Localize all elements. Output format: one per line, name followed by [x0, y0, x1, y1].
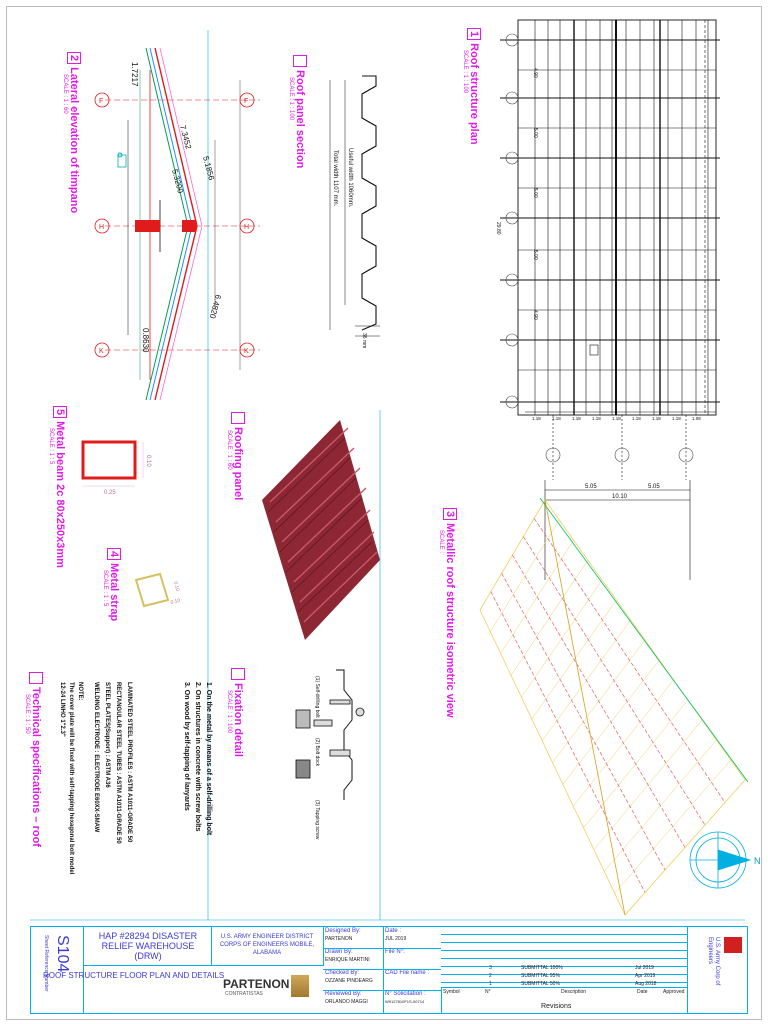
drawn-by-label: Drawn By: — [325, 949, 353, 955]
plan-bay-dim: 1.18 — [552, 416, 561, 421]
metal-strap — [136, 574, 168, 606]
designed-by-label: Designed By: — [325, 928, 361, 934]
sheet-number: S104 — [54, 935, 71, 973]
company-subtitle: CONTRATISTAS — [225, 991, 263, 997]
roof-plan-drawing — [500, 20, 720, 580]
date-label: Date : — [385, 928, 402, 934]
fixation-step-3: 3. On wood by self-tapping of lanyards — [183, 682, 190, 811]
plan-bay-dim: 1.18 — [572, 416, 581, 421]
panel-total-width: Total width 1107 mm. — [332, 150, 338, 207]
north-arrow — [690, 832, 750, 888]
plan-side-dim: 5.00 — [532, 128, 538, 138]
project-cell — [83, 927, 212, 966]
plan-bay-dim: 1.18 — [632, 416, 641, 421]
signatures-grid — [323, 927, 442, 1013]
revision-date: Apr 2019 — [635, 973, 656, 979]
section-scale-2: SCALE : 1 : 60 — [62, 74, 68, 114]
panel-section-title — [294, 55, 419, 169]
section-scale-3: SCALE : — [438, 530, 444, 554]
sheet-number-cell — [31, 927, 84, 1013]
company-logo-mark — [291, 975, 309, 997]
revision-row — [441, 973, 687, 981]
revision-description: SUBMITTAL 100% — [521, 965, 563, 971]
fixation-label-1: (1) Self-drilling bolt — [314, 676, 320, 718]
fixation-scale: SCALE : 1 : 100 — [226, 690, 232, 734]
reviewed-by-value: ORLANDO MAGGI — [325, 999, 368, 1005]
section-scale-1: SCALE : 1 : 100 — [462, 50, 468, 94]
axis-label-F-right: F — [244, 98, 249, 105]
fixation-step-2: 2. On structures in concrete with screw bolts — [194, 682, 201, 832]
axis-label-F-left: F — [99, 98, 104, 105]
usace-cell — [211, 927, 324, 966]
revision-header: Symbol — [443, 989, 460, 995]
plan-side-dim: 5.00 — [532, 250, 538, 260]
iso-rafter — [513, 555, 686, 848]
section-number-5: 5 — [53, 406, 67, 418]
solicitation-value: W9127810F1S-00714 — [385, 999, 425, 1004]
reviewed-by-label: Reviewed By: — [325, 991, 362, 997]
isometric-structure — [480, 498, 748, 915]
beam-width: 0.25 — [104, 490, 116, 496]
roofing-panel-render — [262, 420, 380, 640]
strap-dim-a: 0.10 — [172, 580, 181, 592]
checked-by-label: Checked By: — [325, 970, 360, 976]
title-block — [30, 926, 748, 1014]
revisions-table — [441, 927, 687, 1013]
axis-label-H-left: H — [99, 224, 105, 231]
strap-dim-b: 0.10 — [169, 597, 181, 606]
roofing-panel-title — [232, 412, 332, 501]
plan-bay-dim: 1.08 — [692, 416, 701, 421]
revision-row — [441, 965, 687, 973]
file-number-label: File N°: — [385, 949, 405, 955]
elev-dim-3: 5.1856 — [201, 155, 217, 182]
section-title-3: Metallic roof structure isometric view — [444, 523, 456, 718]
tech-note-line-2: 12-24 LINHO 1"2.3" — [59, 682, 65, 737]
section-title-4: Metal strap — [108, 563, 120, 622]
elevation-drawing — [105, 48, 260, 400]
plan-bay-dim: 1.18 — [652, 416, 661, 421]
revision-date: Jul 2019 — [635, 965, 654, 971]
elev-dim-4: 5.3200 — [170, 168, 186, 195]
elev-dim-6: 0.8630 — [141, 328, 150, 353]
fixation-label-2: (2) Bolt dock — [314, 738, 320, 767]
metal-beam-section — [83, 442, 135, 478]
plan-dim-bottom-half-b: 5.05 — [648, 484, 660, 490]
section-number-1: 1 — [467, 28, 481, 40]
roof-panel-profile — [362, 76, 376, 330]
army-name: U.S. Army Corp of Engineers — [707, 937, 720, 986]
revision-header: Approved — [663, 989, 685, 995]
revision-date: Aug 2018 — [635, 981, 657, 987]
plan-dim-side-total: 29.80 — [495, 222, 501, 235]
roofing-panel-title-text: Roofing panel — [232, 427, 244, 501]
fixation-step-1: 1. On the metal by means of a self-drilling bolt — [205, 682, 212, 836]
section-title-1: Roof structure plan — [468, 43, 480, 145]
date-value: JUL 2019 — [385, 936, 407, 942]
tech-spec-3: STEEL PLATES(Support) : ASTM A36 — [104, 682, 110, 788]
tech-title-text: Technical specifications – roof — [30, 687, 42, 847]
revision-header: Description — [561, 989, 587, 995]
section-number-2: 2 — [67, 52, 81, 64]
revision-number: 1 — [489, 981, 492, 987]
revision-header: N° — [485, 989, 491, 995]
section-scale-5: SCALE : 1 : 5 — [48, 428, 54, 465]
section-title-5: Metal beam 2c 80x250x3mm — [54, 421, 66, 568]
revision-header: Date — [637, 989, 648, 995]
cad-file-label: CAD File name : — [385, 970, 430, 976]
section-isometric-title — [444, 508, 666, 718]
tech-note-line-1: The cover plate will be fixed with self-tapping hexagonal bolt model — [68, 682, 74, 875]
sheet-reference-label: Sheet Reference Number — [43, 935, 49, 992]
elev-dim-1: 1.7217 — [130, 62, 139, 87]
checked-by-value: OZZANE PINDEARG — [325, 978, 373, 984]
designed-by-value: PARTENON — [325, 936, 353, 942]
panel-section-scale: SCALE : 1 : 100 — [288, 77, 294, 121]
plan-side-dim: 4.90 — [532, 68, 538, 78]
section-title-2: Lateral elevation of timpano — [68, 67, 80, 214]
company-logo — [211, 971, 323, 1013]
section-scale-4: SCALE : 1 : 5 — [102, 570, 108, 607]
plan-side-dim: 5.00 — [532, 188, 538, 198]
iso-rafter — [523, 537, 705, 825]
revision-description: SUBMITTAL 95% — [521, 973, 560, 979]
army-logo-cell — [687, 927, 748, 1013]
tech-spec-2: RECTANGULAR STEEL TUBES : ASTM A1011-GRADE 50 — [115, 682, 121, 844]
solicitation-label: N° Solicitation : — [385, 991, 426, 997]
tech-spec-4: WELDING ELECTRODE : ELECTRODE E60XX-SMAW — [93, 682, 99, 833]
tech-spec-1: LAMINATED STEEL PROFILES : ASTM A1011-GRADE 50 — [126, 682, 132, 843]
tech-scale: SCALE : 1 : 50 — [24, 694, 30, 734]
drawing-title: ROOF STRUCTURE FLOOR PLAN AND DETAILS — [43, 971, 225, 980]
elev-dim-5: 6.4820 — [207, 293, 223, 320]
tech-note-label: NOTE: — [77, 682, 83, 701]
plan-side-dim: 4.90 — [532, 310, 538, 320]
axis-label-K-right: K — [244, 348, 249, 355]
fixation-title-text: Fixation detail — [232, 683, 244, 757]
beam-height: 0.10 — [145, 455, 151, 467]
drawn-by-value: ENRIQUE MARTINI — [325, 957, 370, 963]
panel-depth: 36 mm — [361, 333, 367, 349]
roofing-panel-scale: SCALE : 1 : 60 — [226, 430, 232, 470]
north-label: N — [754, 856, 761, 866]
fixation-label-3: (3) Tapping screw — [314, 800, 320, 840]
company-name: PARTENON — [223, 977, 290, 991]
elev-dim-2: 7.3452 — [178, 124, 194, 151]
revision-number: 3 — [489, 965, 492, 971]
plan-bay-dim: 1.18 — [612, 416, 621, 421]
revision-number: 2 — [489, 973, 492, 979]
usace-district: U.S. ARMY ENGINEER DISTRICT CORPS OF ENGINEERS MOBILE, ALABAMA — [219, 934, 315, 956]
section-number-4: 4 — [107, 548, 121, 560]
project-name: HAP #28294 DISASTER RELIEF WAREHOUSE (DRW) — [98, 931, 198, 961]
plan-dim-bottom-half-a: 5.05 — [585, 484, 597, 490]
revisions-label: Revisions — [541, 1003, 572, 1010]
panel-section-title-text: Roof panel section — [294, 70, 306, 169]
axis-label-K-left: K — [99, 348, 104, 355]
plan-bay-dim: 1.18 — [532, 416, 541, 421]
axis-label-H-right: H — [244, 224, 250, 231]
section-number-3: 3 — [443, 508, 457, 520]
iso-rafter — [534, 518, 725, 802]
plan-dim-bottom-total: 10.10 — [612, 494, 628, 500]
iso-rafter — [491, 592, 645, 893]
panel-useful-width: Useful width 1060mm. — [347, 148, 353, 208]
plan-bay-dim: 1.18 — [672, 416, 681, 421]
revision-description: SUBMITTAL 50% — [521, 981, 560, 987]
plan-bay-dim: 1.18 — [592, 416, 601, 421]
